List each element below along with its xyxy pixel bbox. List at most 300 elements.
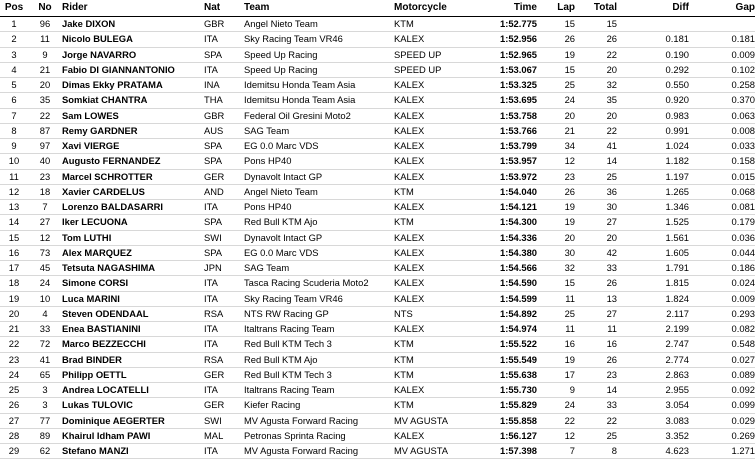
rider-cell: Xavier CARDELUS — [62, 184, 204, 199]
motorcycle-cell: KALEX — [394, 154, 466, 169]
rider-cell: Marcel SCHROTTER — [62, 169, 204, 184]
motorcycle-cell: KALEX — [394, 32, 466, 47]
nat-cell: SPA — [204, 245, 244, 260]
nat-cell: THA — [204, 93, 244, 108]
rider-cell: Enea BASTIANINI — [62, 322, 204, 337]
pos-cell: 2 — [0, 32, 28, 47]
team-cell: Kiefer Racing — [244, 398, 394, 413]
no-cell: 96 — [28, 17, 62, 32]
motorcycle-cell: KALEX — [394, 261, 466, 276]
lap-cell: 15 — [537, 62, 575, 77]
motorcycle-cell: KALEX — [394, 245, 466, 260]
table-row — [0, 169, 755, 184]
total-cell: 33 — [575, 261, 617, 276]
gap-cell: 0.029 — [689, 413, 755, 428]
total-cell: 20 — [575, 62, 617, 77]
no-cell: 97 — [28, 139, 62, 154]
rider-cell: Stefano MANZI — [62, 444, 204, 459]
team-cell: EG 0.0 Marc VDS — [244, 245, 394, 260]
diff-cell: 1.182 — [617, 154, 689, 169]
time-cell: 1:53.695 — [466, 93, 537, 108]
team-cell: Pons HP40 — [244, 154, 394, 169]
motorcycle-cell: KALEX — [394, 123, 466, 138]
table-row — [0, 215, 755, 230]
table-row — [0, 139, 755, 154]
nat-cell: ITA — [204, 62, 244, 77]
table-row — [0, 184, 755, 199]
gap-cell: 0.009 — [689, 291, 755, 306]
time-cell: 1:52.775 — [466, 17, 537, 32]
results-body — [0, 17, 755, 459]
total-cell: 33 — [575, 398, 617, 413]
team-cell: Red Bull KTM Tech 3 — [244, 337, 394, 352]
time-cell: 1:53.957 — [466, 154, 537, 169]
rider-cell: Marco BEZZECCHI — [62, 337, 204, 352]
team-cell: SAG Team — [244, 123, 394, 138]
gap-cell: 0.102 — [689, 62, 755, 77]
lap-cell: 25 — [537, 306, 575, 321]
header-lap: Lap — [537, 0, 575, 17]
diff-cell: 2.199 — [617, 322, 689, 337]
total-cell: 27 — [575, 306, 617, 321]
rider-cell: Lukas TULOVIC — [62, 398, 204, 413]
gap-cell: 1.271 — [689, 444, 755, 459]
lap-cell: 19 — [537, 352, 575, 367]
lap-cell: 12 — [537, 428, 575, 443]
pos-cell: 21 — [0, 322, 28, 337]
motorcycle-cell: KALEX — [394, 230, 466, 245]
rider-cell: Steven ODENDAAL — [62, 306, 204, 321]
header-team: Team — [244, 0, 394, 17]
lap-cell: 15 — [537, 276, 575, 291]
nat-cell: ITA — [204, 322, 244, 337]
rider-cell: Nicolo BULEGA — [62, 32, 204, 47]
rider-cell: Sam LOWES — [62, 108, 204, 123]
table-row — [0, 444, 755, 459]
time-cell: 1:55.829 — [466, 398, 537, 413]
total-cell: 27 — [575, 215, 617, 230]
time-cell: 1:54.974 — [466, 322, 537, 337]
pos-cell: 20 — [0, 306, 28, 321]
gap-cell: 0.008 — [689, 123, 755, 138]
diff-cell: 2.774 — [617, 352, 689, 367]
nat-cell: GER — [204, 398, 244, 413]
diff-cell: 1.605 — [617, 245, 689, 260]
lap-cell: 22 — [537, 413, 575, 428]
table-row — [0, 322, 755, 337]
lap-cell: 26 — [537, 184, 575, 199]
no-cell: 27 — [28, 215, 62, 230]
lap-cell: 23 — [537, 169, 575, 184]
motorcycle-cell: KTM — [394, 215, 466, 230]
team-cell: Speed Up Racing — [244, 47, 394, 62]
team-cell: Red Bull KTM Ajo — [244, 352, 394, 367]
pos-cell: 19 — [0, 291, 28, 306]
motorcycle-cell: KALEX — [394, 93, 466, 108]
rider-cell: Andrea LOCATELLI — [62, 383, 204, 398]
table-row — [0, 245, 755, 260]
team-cell: SAG Team — [244, 261, 394, 276]
total-cell: 20 — [575, 108, 617, 123]
no-cell: 62 — [28, 444, 62, 459]
team-cell: Sky Racing Team VR46 — [244, 32, 394, 47]
no-cell: 18 — [28, 184, 62, 199]
time-cell: 1:53.799 — [466, 139, 537, 154]
time-cell: 1:54.566 — [466, 261, 537, 276]
motorcycle-cell: KALEX — [394, 322, 466, 337]
motorcycle-cell: KALEX — [394, 276, 466, 291]
motorcycle-cell: KALEX — [394, 200, 466, 215]
time-cell: 1:57.398 — [466, 444, 537, 459]
nat-cell: GER — [204, 169, 244, 184]
rider-cell: Tetsuta NAGASHIMA — [62, 261, 204, 276]
header-rider: Rider — [62, 0, 204, 17]
rider-cell: Fabio DI GIANNANTONIO — [62, 62, 204, 77]
total-cell: 20 — [575, 230, 617, 245]
pos-cell: 4 — [0, 62, 28, 77]
lap-cell: 15 — [537, 17, 575, 32]
time-cell: 1:52.965 — [466, 47, 537, 62]
diff-cell: 4.623 — [617, 444, 689, 459]
diff-cell: 1.197 — [617, 169, 689, 184]
nat-cell: GBR — [204, 108, 244, 123]
total-cell: 26 — [575, 276, 617, 291]
total-cell: 25 — [575, 169, 617, 184]
total-cell: 36 — [575, 184, 617, 199]
nat-cell: ITA — [204, 291, 244, 306]
nat-cell: GER — [204, 367, 244, 382]
no-cell: 3 — [28, 398, 62, 413]
motorcycle-cell: KALEX — [394, 169, 466, 184]
rider-cell: Tom LUTHI — [62, 230, 204, 245]
motorcycle-cell: SPEED UP — [394, 62, 466, 77]
nat-cell: AUS — [204, 123, 244, 138]
team-cell: MV Agusta Forward Racing — [244, 413, 394, 428]
team-cell: Speed Up Racing — [244, 62, 394, 77]
nat-cell: AND — [204, 184, 244, 199]
no-cell: 4 — [28, 306, 62, 321]
lap-cell: 16 — [537, 337, 575, 352]
diff-cell: 0.190 — [617, 47, 689, 62]
pos-cell: 1 — [0, 17, 28, 32]
lap-cell: 34 — [537, 139, 575, 154]
rider-cell: Augusto FERNANDEZ — [62, 154, 204, 169]
total-cell: 8 — [575, 444, 617, 459]
pos-cell: 14 — [0, 215, 28, 230]
no-cell: 10 — [28, 291, 62, 306]
lap-cell: 11 — [537, 322, 575, 337]
nat-cell: SPA — [204, 139, 244, 154]
pos-cell: 25 — [0, 383, 28, 398]
gap-cell: 0.027 — [689, 352, 755, 367]
rider-cell: Brad BINDER — [62, 352, 204, 367]
no-cell: 72 — [28, 337, 62, 352]
total-cell: 13 — [575, 291, 617, 306]
rider-cell: Khairul Idham PAWI — [62, 428, 204, 443]
rider-cell: Remy GARDNER — [62, 123, 204, 138]
nat-cell: ITA — [204, 337, 244, 352]
lap-cell: 11 — [537, 291, 575, 306]
time-cell: 1:54.380 — [466, 245, 537, 260]
diff-cell — [617, 17, 689, 32]
lap-cell: 19 — [537, 200, 575, 215]
total-cell: 26 — [575, 32, 617, 47]
team-cell: Idemitsu Honda Team Asia — [244, 93, 394, 108]
motorcycle-cell: NTS — [394, 306, 466, 321]
motorcycle-cell: MV AGUSTA — [394, 444, 466, 459]
time-cell: 1:56.127 — [466, 428, 537, 443]
no-cell: 65 — [28, 367, 62, 382]
diff-cell: 2.117 — [617, 306, 689, 321]
diff-cell: 1.525 — [617, 215, 689, 230]
nat-cell: SWI — [204, 230, 244, 245]
rider-cell: Simone CORSI — [62, 276, 204, 291]
table-row — [0, 62, 755, 77]
team-cell: Angel Nieto Team — [244, 17, 394, 32]
total-cell: 42 — [575, 245, 617, 260]
pos-cell: 26 — [0, 398, 28, 413]
rider-cell: Jake DIXON — [62, 17, 204, 32]
nat-cell: INA — [204, 78, 244, 93]
time-cell: 1:54.040 — [466, 184, 537, 199]
table-row — [0, 78, 755, 93]
no-cell: 12 — [28, 230, 62, 245]
no-cell: 73 — [28, 245, 62, 260]
gap-cell: 0.082 — [689, 322, 755, 337]
diff-cell: 3.054 — [617, 398, 689, 413]
pos-cell: 22 — [0, 337, 28, 352]
header-time: Time — [466, 0, 537, 17]
lap-cell: 17 — [537, 367, 575, 382]
diff-cell: 0.550 — [617, 78, 689, 93]
no-cell: 35 — [28, 93, 62, 108]
motorcycle-cell: KALEX — [394, 78, 466, 93]
pos-cell: 17 — [0, 261, 28, 276]
table-row — [0, 428, 755, 443]
rider-cell: Iker LECUONA — [62, 215, 204, 230]
total-cell: 41 — [575, 139, 617, 154]
time-cell: 1:54.121 — [466, 200, 537, 215]
lap-cell: 24 — [537, 93, 575, 108]
team-cell: Idemitsu Honda Team Asia — [244, 78, 394, 93]
motorcycle-cell: SPEED UP — [394, 47, 466, 62]
motorcycle-cell: KTM — [394, 367, 466, 382]
rider-cell: Luca MARINI — [62, 291, 204, 306]
time-cell: 1:55.549 — [466, 352, 537, 367]
total-cell: 16 — [575, 337, 617, 352]
diff-cell: 1.561 — [617, 230, 689, 245]
nat-cell: RSA — [204, 352, 244, 367]
total-cell: 15 — [575, 17, 617, 32]
no-cell: 20 — [28, 78, 62, 93]
nat-cell: RSA — [204, 306, 244, 321]
rider-cell: Alex MARQUEZ — [62, 245, 204, 260]
no-cell: 24 — [28, 276, 62, 291]
time-cell: 1:54.599 — [466, 291, 537, 306]
nat-cell: SPA — [204, 215, 244, 230]
diff-cell: 2.955 — [617, 383, 689, 398]
pos-cell: 10 — [0, 154, 28, 169]
total-cell: 26 — [575, 352, 617, 367]
no-cell: 89 — [28, 428, 62, 443]
no-cell: 9 — [28, 47, 62, 62]
pos-cell: 23 — [0, 352, 28, 367]
pos-cell: 27 — [0, 413, 28, 428]
gap-cell: 0.015 — [689, 169, 755, 184]
table-row — [0, 230, 755, 245]
pos-cell: 29 — [0, 444, 28, 459]
rider-cell: Philipp OETTL — [62, 367, 204, 382]
diff-cell: 1.824 — [617, 291, 689, 306]
motorcycle-cell: KALEX — [394, 139, 466, 154]
total-cell: 23 — [575, 367, 617, 382]
motorcycle-cell: MV AGUSTA — [394, 413, 466, 428]
time-cell: 1:55.858 — [466, 413, 537, 428]
team-cell: Tasca Racing Scuderia Moto2 — [244, 276, 394, 291]
lap-cell: 9 — [537, 383, 575, 398]
pos-cell: 13 — [0, 200, 28, 215]
gap-cell: 0.181 — [689, 32, 755, 47]
table-row — [0, 276, 755, 291]
rider-cell: Dominique AEGERTER — [62, 413, 204, 428]
total-cell: 35 — [575, 93, 617, 108]
no-cell: 11 — [28, 32, 62, 47]
lap-cell: 24 — [537, 398, 575, 413]
motorcycle-cell: KTM — [394, 337, 466, 352]
table-row — [0, 47, 755, 62]
team-cell: Red Bull KTM Tech 3 — [244, 367, 394, 382]
total-cell: 32 — [575, 78, 617, 93]
no-cell: 45 — [28, 261, 62, 276]
no-cell: 3 — [28, 383, 62, 398]
time-cell: 1:55.522 — [466, 337, 537, 352]
table-row — [0, 108, 755, 123]
no-cell: 40 — [28, 154, 62, 169]
lap-cell: 19 — [537, 47, 575, 62]
rider-cell: Dimas Ekky PRATAMA — [62, 78, 204, 93]
rider-cell: Lorenzo BALDASARRI — [62, 200, 204, 215]
time-cell: 1:53.067 — [466, 62, 537, 77]
diff-cell: 0.292 — [617, 62, 689, 77]
lap-cell: 19 — [537, 215, 575, 230]
diff-cell: 2.747 — [617, 337, 689, 352]
table-row — [0, 93, 755, 108]
table-row — [0, 123, 755, 138]
pos-cell: 11 — [0, 169, 28, 184]
table-row — [0, 291, 755, 306]
gap-cell: 0.092 — [689, 383, 755, 398]
gap-cell: 0.068 — [689, 184, 755, 199]
header-total: Total — [575, 0, 617, 17]
header-diff: Diff — [617, 0, 689, 17]
gap-cell: 0.269 — [689, 428, 755, 443]
diff-cell: 0.920 — [617, 93, 689, 108]
pos-cell: 5 — [0, 78, 28, 93]
gap-cell: 0.036 — [689, 230, 755, 245]
pos-cell: 12 — [0, 184, 28, 199]
team-cell: Federal Oil Gresini Moto2 — [244, 108, 394, 123]
diff-cell: 3.352 — [617, 428, 689, 443]
team-cell: Italtrans Racing Team — [244, 383, 394, 398]
team-cell: Sky Racing Team VR46 — [244, 291, 394, 306]
gap-cell: 0.024 — [689, 276, 755, 291]
nat-cell: ITA — [204, 444, 244, 459]
pos-cell: 18 — [0, 276, 28, 291]
gap-cell: 0.186 — [689, 261, 755, 276]
pos-cell: 3 — [0, 47, 28, 62]
lap-cell: 20 — [537, 230, 575, 245]
header-no: No — [28, 0, 62, 17]
no-cell: 23 — [28, 169, 62, 184]
lap-cell: 25 — [537, 78, 575, 93]
gap-cell: 0.370 — [689, 93, 755, 108]
lap-cell: 26 — [537, 32, 575, 47]
time-cell: 1:54.590 — [466, 276, 537, 291]
team-cell: EG 0.0 Marc VDS — [244, 139, 394, 154]
team-cell: Angel Nieto Team — [244, 184, 394, 199]
time-cell: 1:55.638 — [466, 367, 537, 382]
gap-cell: 0.033 — [689, 139, 755, 154]
pos-cell: 24 — [0, 367, 28, 382]
total-cell: 22 — [575, 413, 617, 428]
team-cell: MV Agusta Forward Racing — [244, 444, 394, 459]
table-row — [0, 261, 755, 276]
gap-cell: 0.179 — [689, 215, 755, 230]
header-gap: Gap — [689, 0, 755, 17]
motorcycle-cell: KTM — [394, 184, 466, 199]
total-cell: 11 — [575, 322, 617, 337]
total-cell: 14 — [575, 154, 617, 169]
table-row — [0, 367, 755, 382]
no-cell: 7 — [28, 200, 62, 215]
nat-cell: SPA — [204, 154, 244, 169]
table-row — [0, 154, 755, 169]
diff-cell: 0.991 — [617, 123, 689, 138]
motorcycle-cell: KALEX — [394, 428, 466, 443]
gap-cell: 0.099 — [689, 398, 755, 413]
lap-cell: 20 — [537, 108, 575, 123]
team-cell: Petronas Sprinta Racing — [244, 428, 394, 443]
gap-cell — [689, 17, 755, 32]
no-cell: 21 — [28, 62, 62, 77]
table-row — [0, 337, 755, 352]
pos-cell: 6 — [0, 93, 28, 108]
table-row — [0, 352, 755, 367]
table-row — [0, 200, 755, 215]
lap-cell: 30 — [537, 245, 575, 260]
time-cell: 1:53.972 — [466, 169, 537, 184]
table-row — [0, 306, 755, 321]
lap-cell: 32 — [537, 261, 575, 276]
header-pos: Pos — [0, 0, 28, 17]
nat-cell: ITA — [204, 276, 244, 291]
nat-cell: GBR — [204, 17, 244, 32]
motorcycle-cell: KTM — [394, 352, 466, 367]
time-cell: 1:54.300 — [466, 215, 537, 230]
diff-cell: 0.181 — [617, 32, 689, 47]
no-cell: 33 — [28, 322, 62, 337]
diff-cell: 3.083 — [617, 413, 689, 428]
header-motorcycle: Motorcycle — [394, 0, 466, 17]
no-cell: 87 — [28, 123, 62, 138]
team-cell: NTS RW Racing GP — [244, 306, 394, 321]
diff-cell: 0.983 — [617, 108, 689, 123]
pos-cell: 16 — [0, 245, 28, 260]
gap-cell: 0.258 — [689, 78, 755, 93]
diff-cell: 2.863 — [617, 367, 689, 382]
nat-cell: JPN — [204, 261, 244, 276]
pos-cell: 15 — [0, 230, 28, 245]
